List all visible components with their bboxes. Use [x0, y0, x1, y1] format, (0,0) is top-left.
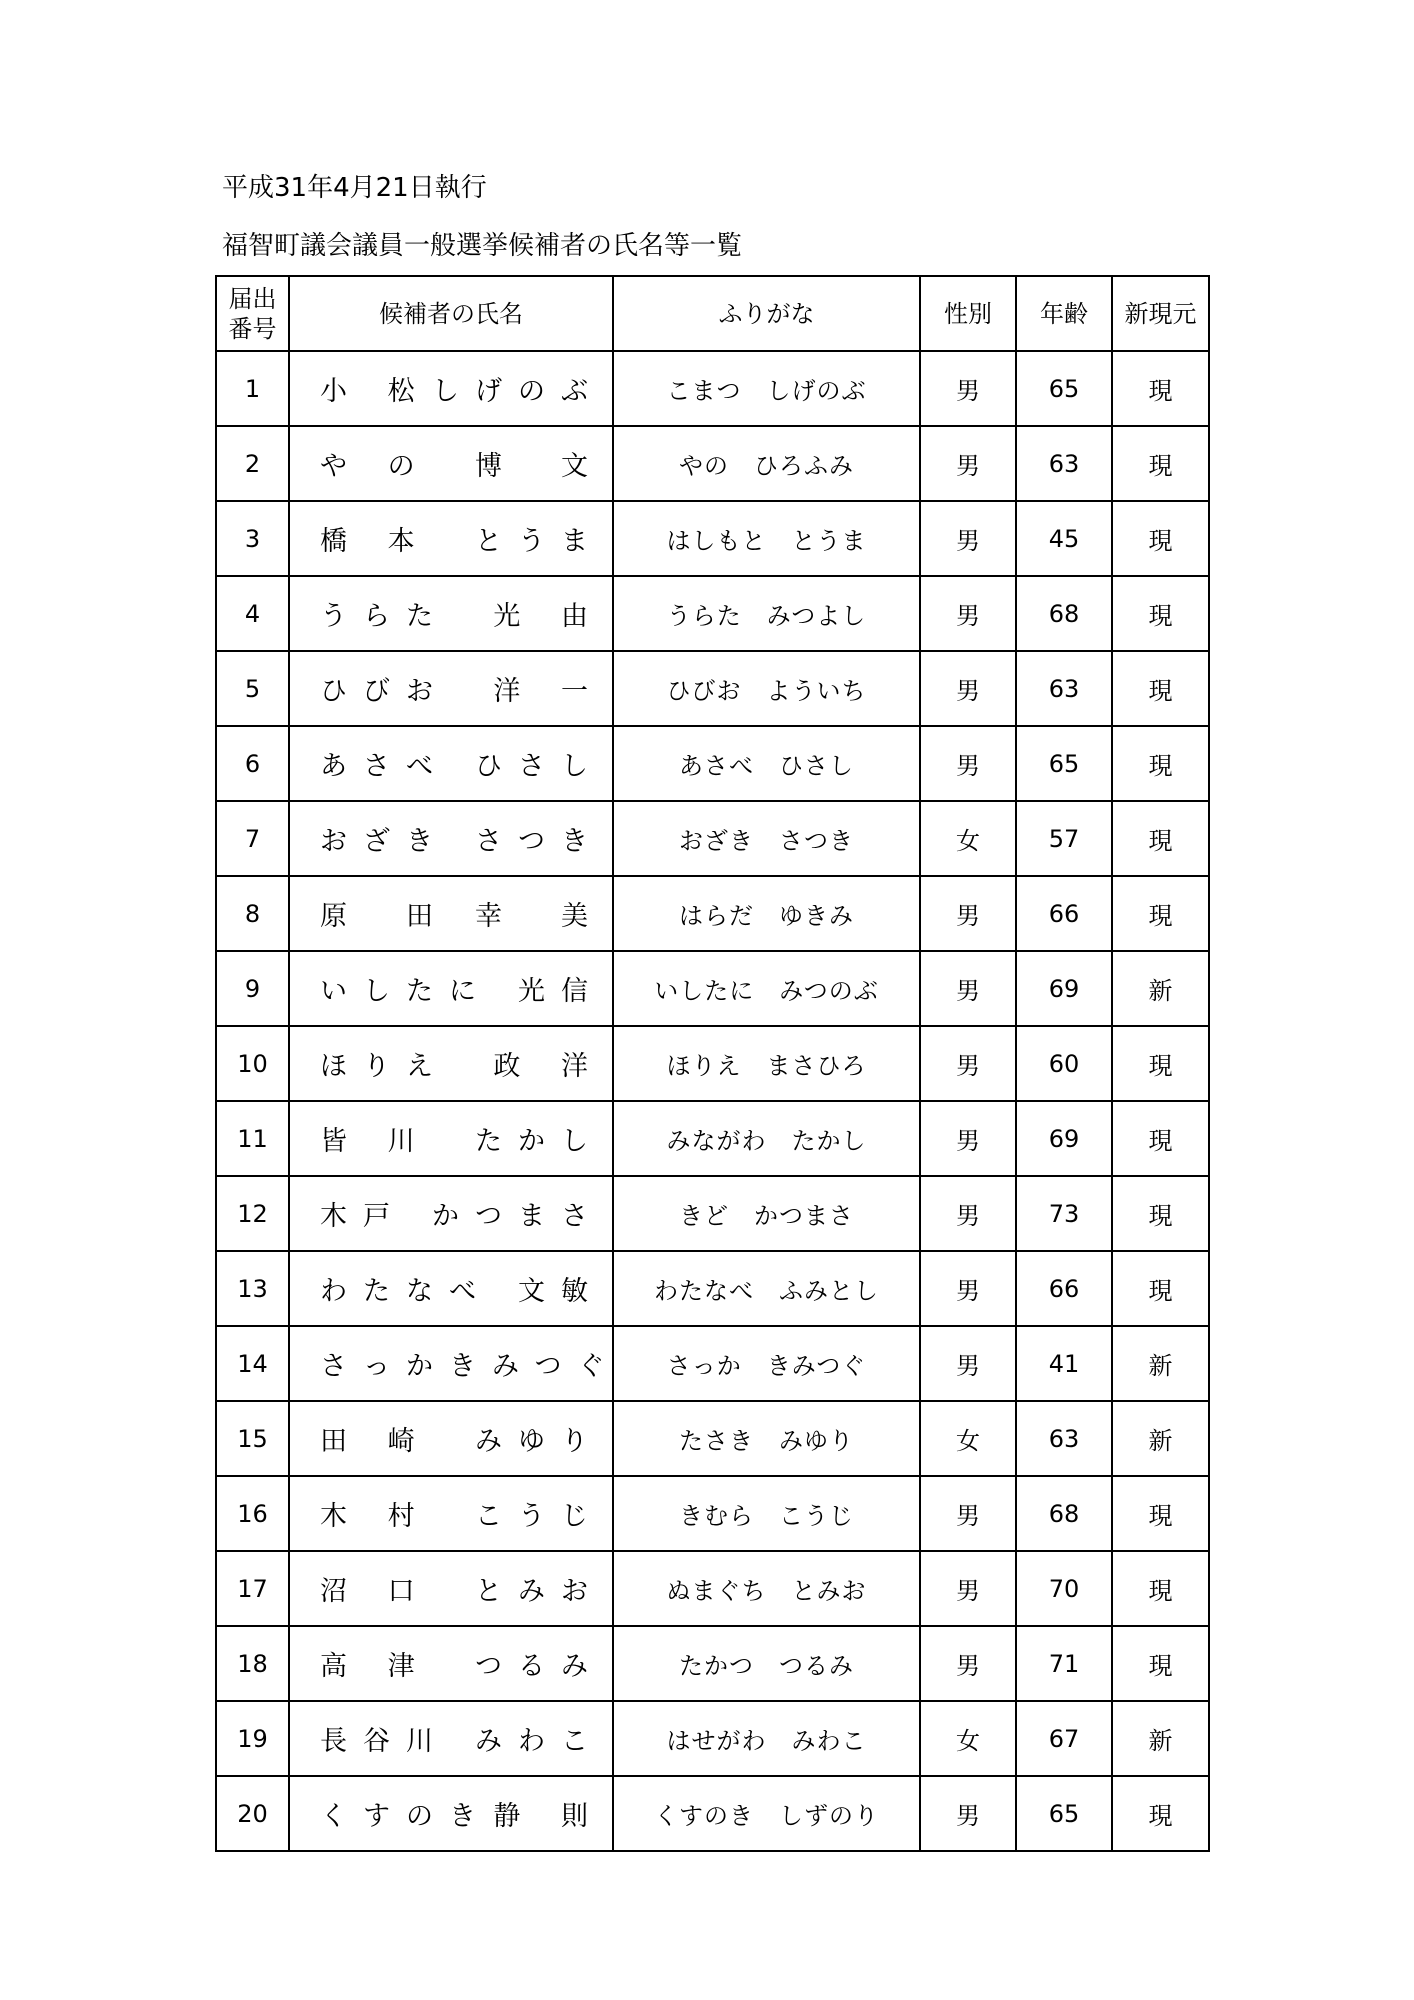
row-surname: 沼 口	[320, 1576, 431, 1607]
row-sex: 男	[920, 501, 1016, 576]
row-kana	[613, 1551, 920, 1626]
row-surname: うらた	[320, 601, 449, 632]
table-row	[216, 351, 1209, 426]
row-kana	[613, 426, 920, 501]
row-surname: あさべ	[320, 751, 449, 782]
row-sex: 男	[920, 1176, 1016, 1251]
row-number: 14	[216, 1326, 289, 1401]
row-status: 現	[1112, 801, 1209, 876]
row-kana-text: きど かつまさ	[679, 1202, 854, 1230]
candidate-table	[215, 275, 1210, 1852]
row-name	[289, 426, 613, 501]
row-kana	[613, 1626, 920, 1701]
row-kana	[613, 1326, 920, 1401]
row-given-name: 政 洋	[493, 1051, 604, 1082]
table-row	[216, 651, 1209, 726]
row-name	[289, 1176, 613, 1251]
row-name	[289, 1476, 613, 1551]
row-status: 現	[1112, 1626, 1209, 1701]
row-kana-text: わたなべ ふみとし	[654, 1277, 879, 1305]
row-surname: 小 松	[320, 376, 431, 407]
row-name	[289, 726, 613, 801]
row-kana	[613, 726, 920, 801]
row-number: 10	[216, 1026, 289, 1101]
row-age: 60	[1016, 1026, 1112, 1101]
row-status: 現	[1112, 576, 1209, 651]
row-kana-text: さっか きみつぐ	[666, 1352, 867, 1380]
row-sex: 男	[920, 1251, 1016, 1326]
row-sex: 男	[920, 876, 1016, 951]
row-kana-text: あさべ ひさし	[679, 752, 854, 780]
row-age: 63	[1016, 1401, 1112, 1476]
row-sex: 男	[920, 426, 1016, 501]
row-kana-text: ぬまぐち とみお	[666, 1577, 867, 1605]
row-age: 68	[1016, 576, 1112, 651]
row-kana-text: はらだ ゆきみ	[679, 902, 854, 930]
row-surname: さっか	[320, 1351, 449, 1382]
table-row	[216, 1626, 1209, 1701]
row-surname: 木 村	[320, 1501, 431, 1532]
row-age: 63	[1016, 426, 1112, 501]
row-number: 17	[216, 1551, 289, 1626]
table-row	[216, 726, 1209, 801]
row-name	[289, 1251, 613, 1326]
row-age: 73	[1016, 1176, 1112, 1251]
row-name	[289, 501, 613, 576]
row-name	[289, 651, 613, 726]
row-number: 13	[216, 1251, 289, 1326]
row-age: 41	[1016, 1326, 1112, 1401]
row-status: 現	[1112, 501, 1209, 576]
row-status: 新	[1112, 1401, 1209, 1476]
header-kana: ふりがな	[613, 276, 920, 351]
table-row	[216, 801, 1209, 876]
row-kana-text: はせがわ みわこ	[666, 1727, 867, 1755]
row-status: 現	[1112, 1776, 1209, 1851]
document-title: 福智町議会議員一般選挙候補者の氏名等一覧	[222, 231, 743, 261]
row-kana	[613, 1776, 920, 1851]
table-header	[216, 276, 1209, 351]
row-given-name: みゆり	[475, 1426, 604, 1457]
row-given-name: とみお	[475, 1576, 604, 1607]
row-kana	[613, 1401, 920, 1476]
table-row	[216, 1326, 1209, 1401]
row-number: 19	[216, 1701, 289, 1776]
row-sex: 男	[920, 1101, 1016, 1176]
row-sex: 男	[920, 1626, 1016, 1701]
row-surname: 橋 本	[320, 526, 431, 557]
table-row	[216, 1101, 1209, 1176]
row-number: 8	[216, 876, 289, 951]
row-number: 20	[216, 1776, 289, 1851]
row-kana	[613, 876, 920, 951]
header-name: 候補者の氏名	[289, 276, 613, 351]
row-sex: 男	[920, 726, 1016, 801]
row-number: 4	[216, 576, 289, 651]
row-name	[289, 1551, 613, 1626]
row-given-name: きみつぐ	[449, 1351, 621, 1382]
election-date: 平成31年4月21日執行	[222, 173, 487, 203]
row-given-name: たかし	[475, 1126, 604, 1157]
row-kana	[613, 576, 920, 651]
row-surname: 原 田	[320, 901, 449, 932]
row-surname: や の	[320, 451, 431, 482]
row-surname: いしたに	[320, 976, 492, 1007]
row-sex: 男	[920, 951, 1016, 1026]
row-name	[289, 1101, 613, 1176]
row-age: 45	[1016, 501, 1112, 576]
row-name	[289, 1401, 613, 1476]
row-surname: ひびお	[320, 676, 449, 707]
row-name	[289, 1026, 613, 1101]
row-kana	[613, 651, 920, 726]
row-age: 66	[1016, 876, 1112, 951]
row-kana	[613, 801, 920, 876]
row-status: 現	[1112, 1176, 1209, 1251]
row-kana-text: ほりえ まさひろ	[666, 1052, 867, 1080]
table-row	[216, 1776, 1209, 1851]
row-kana-text: みながわ たかし	[666, 1127, 867, 1155]
row-status: 現	[1112, 1476, 1209, 1551]
row-kana-text: うらた みつよし	[666, 602, 867, 630]
header-status: 新現元	[1112, 276, 1209, 351]
row-given-name: かつまさ	[432, 1201, 604, 1232]
row-kana	[613, 1176, 920, 1251]
table-row	[216, 1551, 1209, 1626]
table-row	[216, 1701, 1209, 1776]
table-row	[216, 1476, 1209, 1551]
row-status: 現	[1112, 651, 1209, 726]
row-status: 現	[1112, 1101, 1209, 1176]
row-sex: 男	[920, 1026, 1016, 1101]
row-sex: 女	[920, 1701, 1016, 1776]
row-age: 68	[1016, 1476, 1112, 1551]
row-sex: 男	[920, 576, 1016, 651]
row-number: 11	[216, 1101, 289, 1176]
row-surname: くすのき	[320, 1801, 492, 1832]
row-number: 15	[216, 1401, 289, 1476]
header-number-line1: 届出	[228, 284, 277, 313]
row-status: 現	[1112, 1251, 1209, 1326]
row-number: 5	[216, 651, 289, 726]
row-kana	[613, 1101, 920, 1176]
row-given-name: 洋 一	[493, 676, 604, 707]
row-age: 65	[1016, 726, 1112, 801]
row-surname: 木戸	[320, 1201, 406, 1232]
row-kana	[613, 1476, 920, 1551]
row-kana	[613, 1251, 920, 1326]
row-kana-text: はしもと とうま	[666, 527, 867, 555]
row-kana-text: ひびお よういち	[666, 677, 867, 705]
row-status: 現	[1112, 351, 1209, 426]
row-name	[289, 951, 613, 1026]
row-kana-text: たさき みゆり	[679, 1427, 854, 1455]
row-kana	[613, 501, 920, 576]
row-status: 現	[1112, 726, 1209, 801]
row-kana	[613, 1701, 920, 1776]
row-given-name: 博 文	[475, 451, 604, 482]
row-age: 71	[1016, 1626, 1112, 1701]
row-sex: 男	[920, 1476, 1016, 1551]
row-given-name: ひさし	[475, 751, 604, 782]
table-row	[216, 576, 1209, 651]
row-kana-text: くすのき しずのり	[654, 1802, 879, 1830]
row-kana-text: おざき さつき	[679, 827, 854, 855]
row-given-name: つるみ	[475, 1651, 604, 1682]
row-age: 66	[1016, 1251, 1112, 1326]
row-given-name: 静 則	[493, 1801, 604, 1832]
row-status: 新	[1112, 1701, 1209, 1776]
row-kana-text: たかつ つるみ	[679, 1652, 854, 1680]
table-row	[216, 426, 1209, 501]
row-kana	[613, 1026, 920, 1101]
header-age: 年齢	[1016, 276, 1112, 351]
row-status: 現	[1112, 1551, 1209, 1626]
row-sex: 男	[920, 1776, 1016, 1851]
row-sex: 男	[920, 651, 1016, 726]
row-number: 2	[216, 426, 289, 501]
row-given-name: さつき	[475, 826, 604, 857]
table-row	[216, 1401, 1209, 1476]
table-body	[216, 351, 1209, 1851]
row-status: 新	[1112, 1326, 1209, 1401]
row-kana-text: こまつ しげのぶ	[666, 377, 867, 405]
row-age: 65	[1016, 351, 1112, 426]
row-age: 65	[1016, 1776, 1112, 1851]
row-kana-text: きむら こうじ	[679, 1502, 854, 1530]
row-age: 69	[1016, 1101, 1112, 1176]
row-number: 18	[216, 1626, 289, 1701]
row-status: 現	[1112, 1026, 1209, 1101]
row-sex: 女	[920, 801, 1016, 876]
table-row	[216, 1176, 1209, 1251]
row-kana-text: やの ひろふみ	[679, 452, 854, 480]
row-sex: 男	[920, 1326, 1016, 1401]
row-number: 1	[216, 351, 289, 426]
row-kana	[613, 351, 920, 426]
row-surname: 高 津	[320, 1651, 431, 1682]
row-sex: 女	[920, 1401, 1016, 1476]
row-surname: 長谷川	[320, 1726, 449, 1757]
table-row	[216, 1026, 1209, 1101]
row-sex: 男	[920, 351, 1016, 426]
row-sex: 男	[920, 1551, 1016, 1626]
row-surname: わたなべ	[320, 1276, 492, 1307]
header-sex: 性別	[920, 276, 1016, 351]
row-number: 3	[216, 501, 289, 576]
row-surname: 田 崎	[320, 1426, 431, 1457]
table-row	[216, 501, 1209, 576]
row-kana	[613, 951, 920, 1026]
row-age: 57	[1016, 801, 1112, 876]
row-surname: ほりえ	[320, 1051, 449, 1082]
row-given-name: 光信	[518, 976, 604, 1007]
row-number: 9	[216, 951, 289, 1026]
header-number	[216, 276, 289, 351]
row-number: 6	[216, 726, 289, 801]
row-name	[289, 1701, 613, 1776]
header-number-line2: 番号	[228, 314, 277, 343]
row-given-name: 幸 美	[475, 901, 604, 932]
row-kana-text: いしたに みつのぶ	[654, 977, 879, 1005]
row-name	[289, 576, 613, 651]
row-name	[289, 1626, 613, 1701]
row-given-name: 文敏	[518, 1276, 604, 1307]
row-surname: 皆 川	[320, 1126, 431, 1157]
row-given-name: とうま	[475, 526, 604, 557]
row-surname: おざき	[320, 826, 449, 857]
table-row	[216, 1251, 1209, 1326]
row-number: 12	[216, 1176, 289, 1251]
row-name	[289, 1326, 621, 1401]
row-age: 69	[1016, 951, 1112, 1026]
row-name	[289, 801, 613, 876]
row-number: 7	[216, 801, 289, 876]
row-number: 16	[216, 1476, 289, 1551]
row-given-name: こうじ	[475, 1501, 604, 1532]
row-age: 67	[1016, 1701, 1112, 1776]
row-given-name: しげのぶ	[432, 376, 604, 407]
row-name	[289, 1776, 613, 1851]
row-given-name: 光 由	[493, 601, 604, 632]
row-age: 63	[1016, 651, 1112, 726]
row-name	[289, 876, 613, 951]
table-row	[216, 876, 1209, 951]
row-status: 新	[1112, 951, 1209, 1026]
row-status: 現	[1112, 426, 1209, 501]
row-name	[289, 351, 613, 426]
row-age: 70	[1016, 1551, 1112, 1626]
row-status: 現	[1112, 876, 1209, 951]
table-row	[216, 951, 1209, 1026]
row-given-name: みわこ	[475, 1726, 604, 1757]
